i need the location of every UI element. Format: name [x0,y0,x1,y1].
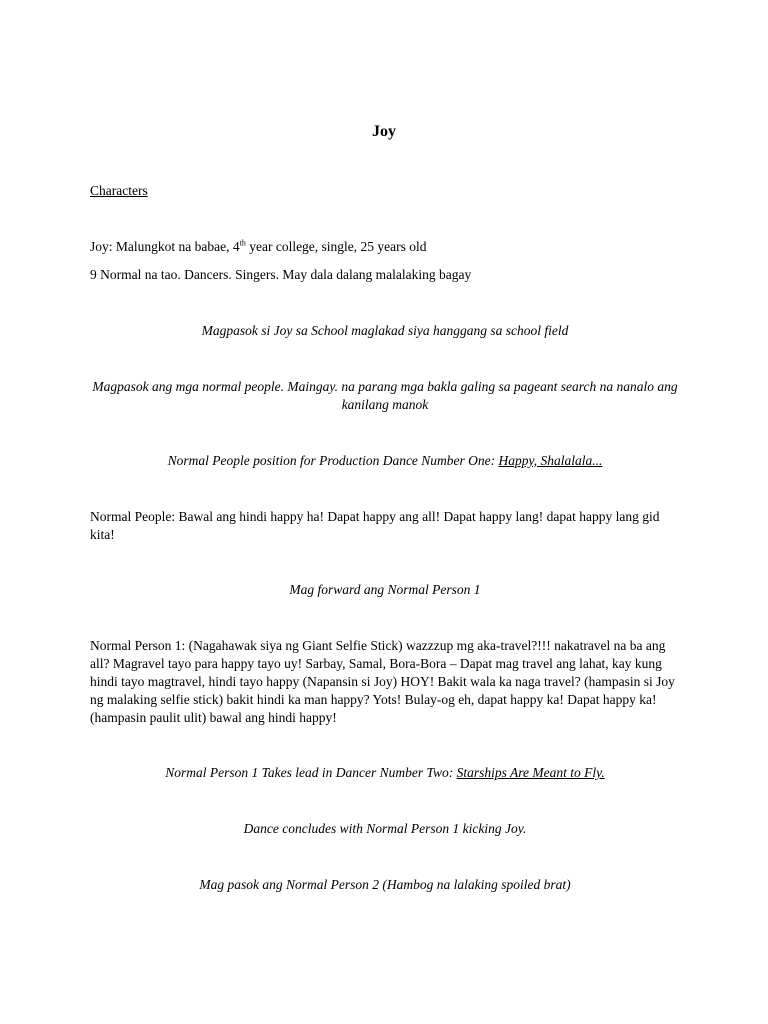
script-title: Joy [372,123,396,140]
stage-direction-2: Magpasok ang mga normal people. Maingay. na parang mga bakla galing sa pageant search na nanalo ang kanilang manok [92,379,678,412]
ordinal-suffix: th [239,238,246,248]
stage-direction-5 [90,764,680,782]
character-joy [90,238,680,256]
stage-direction-3 [90,452,680,470]
stage-direction-7: Mag pasok ang Normal Person 2 (Hambog na lalaking spoiled brat) [199,877,571,892]
stage-direction-6: Dance concludes with Normal Person 1 kicking Joy. [243,821,527,836]
dialogue-normal-person-1: Normal Person 1: (Nagahawak siya ng Giant Selfie Stick) wazzzup mg aka-travel?!!! nakatravel na ba ang all? Magravel tayo para happy tayo uy! Sarbay, Samal, Bora-Bora – Dapat mag travel ang lahat, kay kung hindi tayo magtravel, hindi tayo happy (Napansin si Joy) HOY! Bakit wala ka naga travel? (hampasin si Joy ng malaking selfie stick) bakit hindi ka man happy? Yots! Bulay-og eh, dapat happy ka! Dapat happy ka! (hampasin paulit ulit) bawal ang hindi happy! [90,638,675,725]
stage-direction-4: Mag forward ang Normal Person 1 [289,582,481,597]
character-normal-people: 9 Normal na tao. Dancers. Singers. May dala dalang malalaking bagay [90,267,472,282]
character-joy-text: Joy: Malungkot na babae, 4 [90,239,240,254]
dialogue-normal-people: Normal People: Bawal ang hindi happy ha! Dapat happy ang all! Dapat happy lang! dapat happy lang gid kita! [90,509,660,542]
stage-direction-5-text: Normal Person 1 Takes lead in Dancer Number Two: [165,765,457,780]
character-joy-text-rest: year college, single, 25 years old [245,239,427,254]
stage-direction-3-text: Normal People position for Production Dance Number One: [167,453,499,468]
characters-heading: Characters [90,183,148,198]
stage-direction-1: Magpasok si Joy sa School maglakad siya hanggang sa school field [201,323,569,338]
song-title-1: Happy, Shalalala... [498,453,603,468]
song-title-2: Starships Are Meant to Fly. [456,765,605,780]
